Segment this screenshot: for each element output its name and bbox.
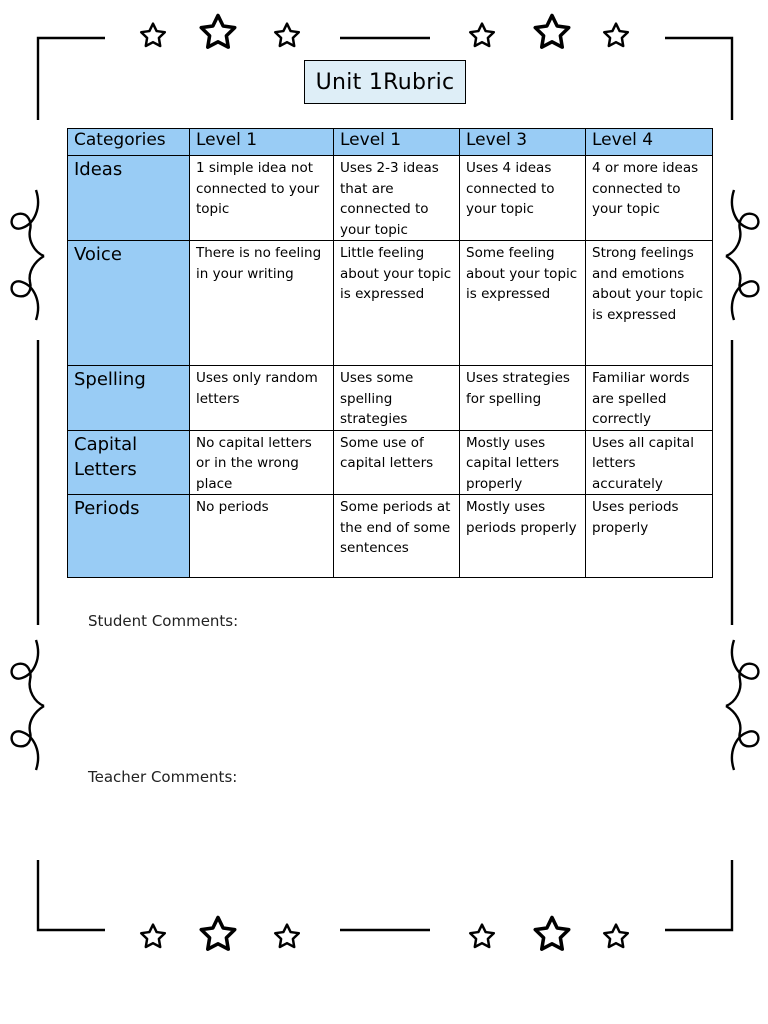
table-row <box>68 430 713 495</box>
rubric-cell: Uses 2-3 ideas that are connected to your topic <box>334 156 460 241</box>
table-row <box>68 366 713 431</box>
rubric-cell: There is no feeling in your writing <box>190 241 334 366</box>
header-level-3: Level 3 <box>460 129 586 156</box>
rubric-cell: Mostly uses periods properly <box>460 495 586 578</box>
rubric-cell: Some feeling about your topic is expressed <box>460 241 586 366</box>
table-row <box>68 495 713 578</box>
category-cell: Spelling <box>68 366 190 431</box>
rubric-cell: Mostly uses capital letters properly <box>460 430 586 495</box>
top-stars <box>141 15 628 47</box>
rubric-header-row <box>68 129 713 156</box>
teacher-comments-label: Teacher Comments: <box>88 768 238 786</box>
rubric-cell: Little feeling about your topic is expressed <box>334 241 460 366</box>
category-cell: Capital Letters <box>68 430 190 495</box>
rubric-cell: Some periods at the end of some sentences <box>334 495 460 578</box>
category-cell: Ideas <box>68 156 190 241</box>
rubric-table <box>67 128 713 578</box>
rubric-cell: Strong feelings and emotions about your topic is expressed <box>586 241 713 366</box>
rubric-cell: Uses periods properly <box>586 495 713 578</box>
rubric-cell: Uses some spelling strategies <box>334 366 460 431</box>
rubric-cell: No capital letters or in the wrong place <box>190 430 334 495</box>
rubric-cell: No periods <box>190 495 334 578</box>
header-level-1a: Level 1 <box>190 129 334 156</box>
header-level-1b: Level 1 <box>334 129 460 156</box>
header-categories: Categories <box>68 129 190 156</box>
bottom-stars <box>141 917 628 949</box>
rubric-cell: Uses only random letters <box>190 366 334 431</box>
category-cell: Periods <box>68 495 190 578</box>
student-comments-label: Student Comments: <box>88 612 239 630</box>
rubric-cell: Uses strategies for spelling <box>460 366 586 431</box>
rubric-cell: Familiar words are spelled correctly <box>586 366 713 431</box>
table-row <box>68 156 713 241</box>
rubric-cell: Uses 4 ideas connected to your topic <box>460 156 586 241</box>
category-cell: Voice <box>68 241 190 366</box>
table-row <box>68 241 713 366</box>
rubric-cell: 1 simple idea not connected to your topic <box>190 156 334 241</box>
header-level-4: Level 4 <box>586 129 713 156</box>
rubric-cell: Some use of capital letters <box>334 430 460 495</box>
rubric-cell: 4 or more ideas connected to your topic <box>586 156 713 241</box>
rubric-cell: Uses all capital letters accurately <box>586 430 713 495</box>
page-title: Unit 1Rubric <box>304 60 466 104</box>
